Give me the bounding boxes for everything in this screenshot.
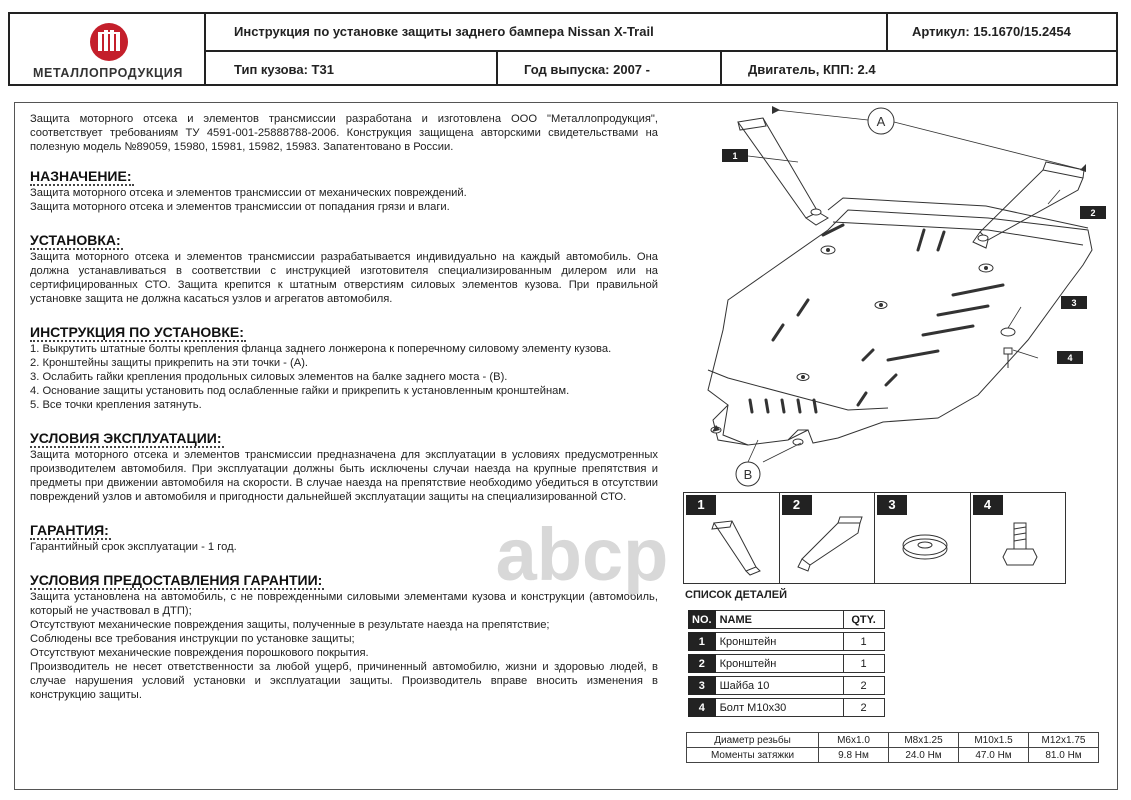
table-row xyxy=(688,654,885,673)
row-qty: 1 xyxy=(844,632,885,651)
text-line: Отсутствуют механические повреждения порошкового покрытия. xyxy=(30,647,369,659)
drawing-tag-3: 3 xyxy=(1071,298,1077,308)
drawing-tag-1: 1 xyxy=(732,151,738,161)
torque-cell: M12x1.75 xyxy=(1029,733,1099,748)
drawing-tag-4: 4 xyxy=(1067,353,1073,363)
company-logo-icon xyxy=(89,22,129,62)
row-no: 1 xyxy=(688,632,716,651)
bracket-1-icon xyxy=(684,493,779,583)
row-name: Кронштейн xyxy=(716,654,844,673)
text-line: Соблюдены все требования инструкции по установке защиты; xyxy=(30,633,355,645)
callout-b-label: B xyxy=(743,467,753,482)
parts-illustrations xyxy=(683,492,1066,584)
part-number: 1 xyxy=(686,495,716,515)
torque-cell: Моменты затяжки xyxy=(687,748,819,763)
article-number: Артикул: 15.1670/15.2454 xyxy=(912,24,1071,39)
torque-cell: M8x1.25 xyxy=(889,733,959,748)
section-title: ГАРАНТИЯ: xyxy=(30,522,109,538)
torque-table xyxy=(686,732,1099,763)
company-name: МЕТАЛЛОПРОДУКЦИЯ xyxy=(33,66,183,80)
row-qty: 2 xyxy=(844,698,885,717)
torque-cell: 47.0 Нм xyxy=(959,748,1029,763)
section-instructions xyxy=(30,324,658,412)
row-name: Болт М10х30 xyxy=(716,698,844,717)
part-box-4 xyxy=(971,493,1066,583)
section-purpose xyxy=(30,168,658,214)
torque-row-thread xyxy=(687,733,1099,748)
step-item: 4. Основание защиты установить под ослабленные гайки и прикрепить к установленным кронштейнам. xyxy=(30,385,570,397)
part-number: 4 xyxy=(973,495,1003,515)
parts-list-title: СПИСОК ДЕТАЛЕЙ xyxy=(685,589,787,601)
parts-table xyxy=(688,607,885,720)
document-header xyxy=(8,12,1118,86)
section-title: УСЛОВИЯ ЭКСПЛУАТАЦИИ: xyxy=(30,430,222,446)
intro-paragraph: Защита моторного отсека и элементов трансмиссии разработана и изготовлена ООО "Металлопродукция", соответствует требованиям ТУ 4591-001-25888788-2006. Конструкция защищена авторскими свидетельствами на полезную модель №89059, 15980, 15981, 15982, 15983. Запатентовано в России. xyxy=(30,113,658,153)
table-row xyxy=(688,698,885,717)
step-item: 5. Все точки крепления затянуть. xyxy=(30,399,202,411)
row-name: Шайба 10 xyxy=(716,676,844,695)
torque-cell: 9.8 Нм xyxy=(819,748,889,763)
section-text: Защита моторного отсека и элементов трансмиссии предназначена для эксплуатации в условиях предусмотренных производителем автомобиля. При эксплуатации должны быть исключены случаи наезда на крупные препятствия и предметы при движении автомобиля на скорости. В случае наезда на препятствие необходимо убедиться в отсутствии повреждений узлов и автомобиля и пригодности дальнейшей эксплуатации защиты на специализированной СТО. xyxy=(30,449,658,503)
text-line: Гарантийный срок эксплуатации - 1 год. xyxy=(30,541,237,553)
row-no: 4 xyxy=(688,698,716,717)
section-title: УСТАНОВКА: xyxy=(30,232,121,248)
watermark-text: abcp xyxy=(495,522,669,594)
text-line: Отсутствуют механические повреждения защиты, полученные в результате наезда на препятствие; xyxy=(30,619,550,631)
row-qty: 2 xyxy=(844,676,885,695)
torque-row-moment xyxy=(687,748,1099,763)
row-no: 3 xyxy=(688,676,716,695)
assembly-drawing xyxy=(688,100,1108,490)
text-line: Защита моторного отсека и элементов трансмиссии от попадания грязи и влаги. xyxy=(30,201,450,213)
torque-cell: 81.0 Нм xyxy=(1029,748,1099,763)
body-type: Тип кузова: Т31 xyxy=(234,62,334,77)
column-header-qty: QTY. xyxy=(844,610,885,629)
engine-info: Двигатель, КПП: 2.4 xyxy=(748,62,876,77)
section-text: Защита установлена на автомобиль, с не поврежденными силовыми элементами кузова и конструкции (автомобиль, который не участвовал в ДТП); xyxy=(30,591,658,617)
part-number: 2 xyxy=(782,495,812,515)
column-header-no: NO. xyxy=(688,610,716,629)
table-row xyxy=(688,632,885,651)
logo-cell xyxy=(10,14,206,84)
production-year: Год выпуска: 2007 - xyxy=(524,62,650,77)
row-qty: 1 xyxy=(844,654,885,673)
bolt-icon xyxy=(971,493,1066,583)
instruction-text xyxy=(30,112,658,702)
part-number: 3 xyxy=(877,495,907,515)
table-header-row xyxy=(688,610,885,629)
document-title: Инструкция по установке защиты заднего бампера Nissan X-Trail xyxy=(234,24,654,39)
section-text: Производитель не несет ответственности за любой ущерб, причиненный автомобилю, жизни и здоровью людей, в случае нарушения условий установки и эксплуатации защиты. Производитель вправе вносить изменения в конструкцию защиты. xyxy=(30,661,658,701)
step-item: 1. Выкрутить штатные болты крепления фланца заднего лонжерона к поперечному силовому элементу кузова. xyxy=(30,343,612,355)
part-box-3 xyxy=(875,493,971,583)
drawing-tag-2: 2 xyxy=(1090,208,1096,218)
row-name: Кронштейн xyxy=(716,632,844,651)
column-header-name: NAME xyxy=(716,610,844,629)
table-row xyxy=(688,676,885,695)
section-title: НАЗНАЧЕНИЕ: xyxy=(30,168,132,184)
section-install xyxy=(30,232,658,306)
callout-a-label: A xyxy=(876,114,886,129)
section-text: Защита моторного отсека и элементов трансмиссии разрабатывается индивидуально на каждый автомобиль. Она должна устанавливаться в соответствии с инструкцией изготовителя специализированным дилером или на сертифицированных СТО. Защита крепится к штатным отверстиям силовых элементов кузова. При правильной установке защита не должна касаться узлов и агрегатов автомобиля. xyxy=(30,251,658,305)
washer-icon xyxy=(875,493,970,583)
section-conditions xyxy=(30,430,658,504)
section-title: УСЛОВИЯ ПРЕДОСТАВЛЕНИЯ ГАРАНТИИ: xyxy=(30,572,323,588)
row-no: 2 xyxy=(688,654,716,673)
torque-cell: M10x1.5 xyxy=(959,733,1029,748)
section-title: ИНСТРУКЦИЯ ПО УСТАНОВКЕ: xyxy=(30,324,244,340)
part-box-1 xyxy=(684,493,780,583)
torque-cell: M6x1.0 xyxy=(819,733,889,748)
bracket-2-icon xyxy=(780,493,875,583)
torque-cell: 24.0 Нм xyxy=(889,748,959,763)
part-box-2 xyxy=(780,493,876,583)
text-line: Защита моторного отсека и элементов трансмиссии от механических повреждений. xyxy=(30,187,467,199)
torque-cell: Диаметр резьбы xyxy=(687,733,819,748)
watermark-logo xyxy=(482,522,682,594)
step-item: 3. Ослабить гайки крепления продольных силовых элементов на балке заднего моста - (В). xyxy=(30,371,508,383)
step-item: 2. Кронштейны защиты прикрепить на эти точки - (А). xyxy=(30,357,309,369)
